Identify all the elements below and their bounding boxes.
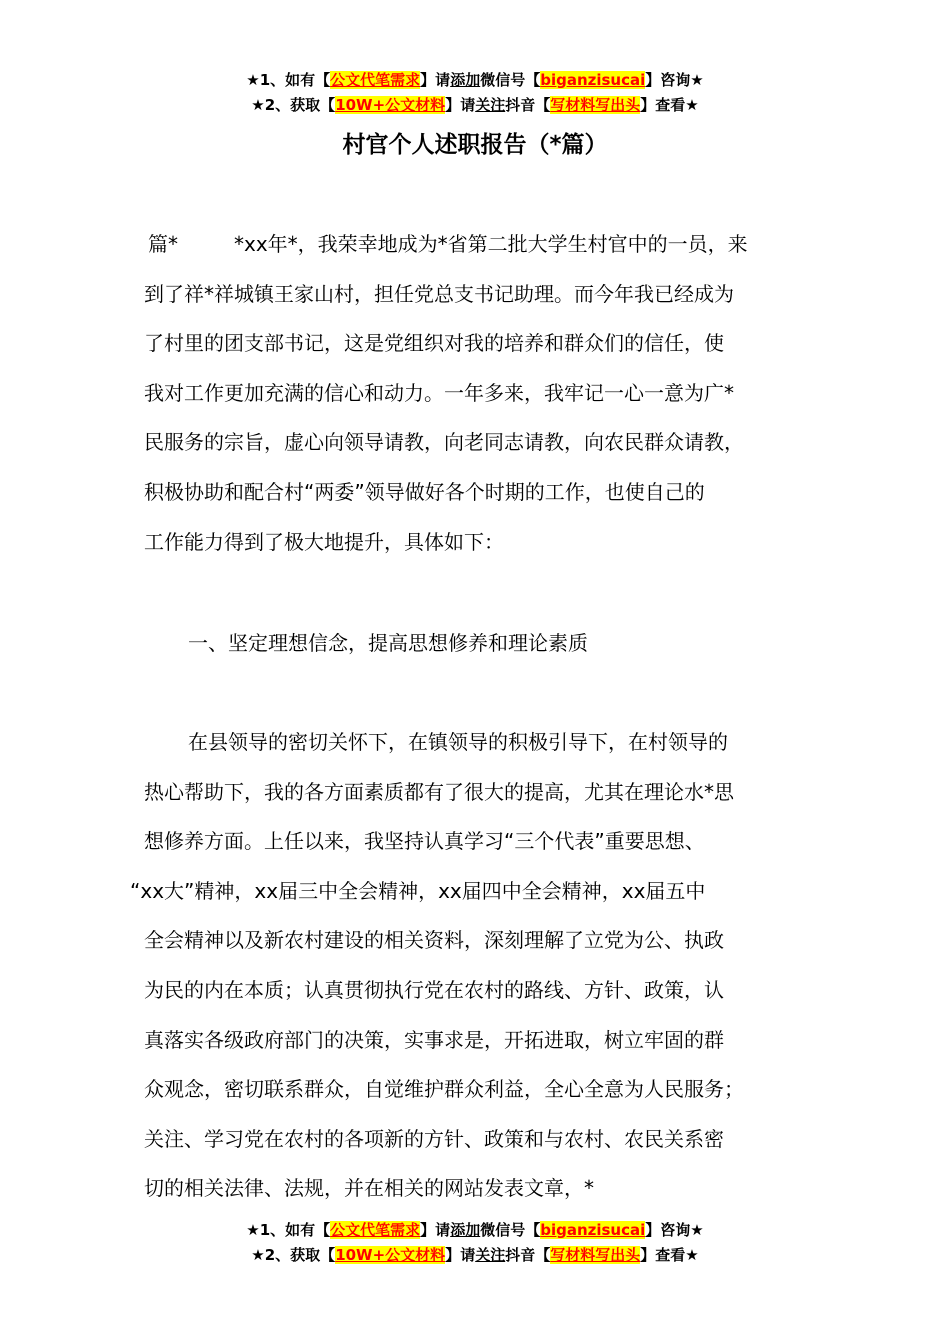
paragraph-line: 想修养方面。上任以来，我坚持认真学习“三个代表”重要思想、 <box>144 829 705 854</box>
paragraph-text: 在县领导的密切关怀下，在镇领导的积极引导下，在村领导的 <box>188 730 728 754</box>
banner-text: ★2、获取【 <box>251 1246 336 1264</box>
paragraph-line: 民服务的宗旨，虚心向领导请教，向老同志请教，向农民群众请教， <box>144 430 744 455</box>
paragraph-line: 了村里的团支部书记，这是党组织对我的培养和群众们的信任，使 <box>144 331 724 356</box>
banner-line-2 <box>0 93 950 118</box>
banner-line-2 <box>0 1243 950 1268</box>
banner-text: 】请 <box>445 96 476 114</box>
banner-text: 】请 <box>420 1221 451 1239</box>
banner-text: ★1、如有【 <box>246 1221 331 1239</box>
section-heading <box>144 619 834 669</box>
banner-line-1 <box>0 1218 950 1243</box>
banner-underline: 添加 <box>450 1221 481 1239</box>
paragraph-line: 到了祥*祥城镇王家山村，担任党总支书记助理。而今年我已经成为 <box>144 281 734 306</box>
paragraph-line: 真落实各级政府部门的决策，实事求是，开拓进取，树立牢固的群 <box>144 1027 724 1052</box>
paragraph-line: 全会精神以及新农村建设的相关资料，深刻理解了立党为公、执政 <box>144 928 724 953</box>
paragraph-line: 为民的内在本质；认真贯彻执行党在农村的路线、方针、政策，认 <box>144 977 724 1002</box>
banner-underline: 关注 <box>475 1246 506 1264</box>
top-banner <box>0 68 950 118</box>
paragraph-line <box>144 220 834 270</box>
document-title: 村官个人述职报告（*篇） <box>342 132 608 158</box>
banner-text: 】请 <box>445 1246 476 1264</box>
banner-highlight: 10W+公文材料 <box>335 1246 446 1264</box>
banner-text: 】查看★ <box>640 1246 699 1264</box>
banner-text: 】咨询★ <box>645 1221 704 1239</box>
section-lead: 篇* <box>148 232 178 256</box>
paragraph-line: 切的相关法律、法规，并在相关的网站发表文章，* <box>144 1176 594 1201</box>
paragraph-text: *xx年*，我荣幸地成为*省第二批大学生村官中的一员，来 <box>234 232 748 256</box>
intro-paragraph <box>144 220 834 567</box>
banner-text: 微信号【 <box>480 71 541 89</box>
paragraph-line: 关注、学习党在农村的各项新的方针、政策和与农村、农民关系密 <box>144 1126 724 1151</box>
banner-text: 】请 <box>420 71 451 89</box>
banner-text: 】查看★ <box>640 96 699 114</box>
banner-highlight: 10W+公文材料 <box>335 96 446 114</box>
banner-text: ★1、如有【 <box>246 71 331 89</box>
banner-line-1 <box>0 68 950 93</box>
wechat-id: biganzisucai <box>540 71 646 89</box>
banner-highlight: 公文代笔需求 <box>330 71 421 89</box>
banner-text: 抖音【 <box>505 96 551 114</box>
paragraph-line <box>144 718 834 768</box>
douyin-account: 写材料写出头 <box>550 1246 641 1264</box>
banner-highlight: 公文代笔需求 <box>330 1221 421 1239</box>
banner-text: 抖音【 <box>505 1246 551 1264</box>
paragraph-line: 热心帮助下，我的各方面素质都有了很大的提高，尤其在理论水*思 <box>144 779 734 804</box>
paragraph-line: 工作能力得到了极大地提升，具体如下： <box>144 529 504 554</box>
banner-underline: 添加 <box>450 71 481 89</box>
bottom-banner <box>0 1218 950 1268</box>
wechat-id: biganzisucai <box>540 1221 646 1239</box>
heading-text: 一、坚定理想信念，提高思想修养和理论素质 <box>188 631 588 655</box>
paragraph-line: 积极协助和配合村“两委”领导做好各个时期的工作，也使自己的 <box>144 479 705 504</box>
banner-underline: 关注 <box>475 96 506 114</box>
banner-text: 】咨询★ <box>645 71 704 89</box>
body-paragraph <box>130 718 834 1214</box>
heading-line <box>144 619 834 669</box>
paragraph-line: “xx大”精神，xx届三中全会精神，xx届四中全会精神，xx届五中 <box>130 878 706 903</box>
paragraph-line: 我对工作更加充满的信心和动力。一年多来，我牢记一心一意为广* <box>144 380 734 405</box>
paragraph-line: 众观念，密切联系群众，自觉维护群众利益，全心全意为人民服务； <box>144 1077 744 1102</box>
banner-text: ★2、获取【 <box>251 96 336 114</box>
douyin-account: 写材料写出头 <box>550 96 641 114</box>
banner-text: 微信号【 <box>480 1221 541 1239</box>
